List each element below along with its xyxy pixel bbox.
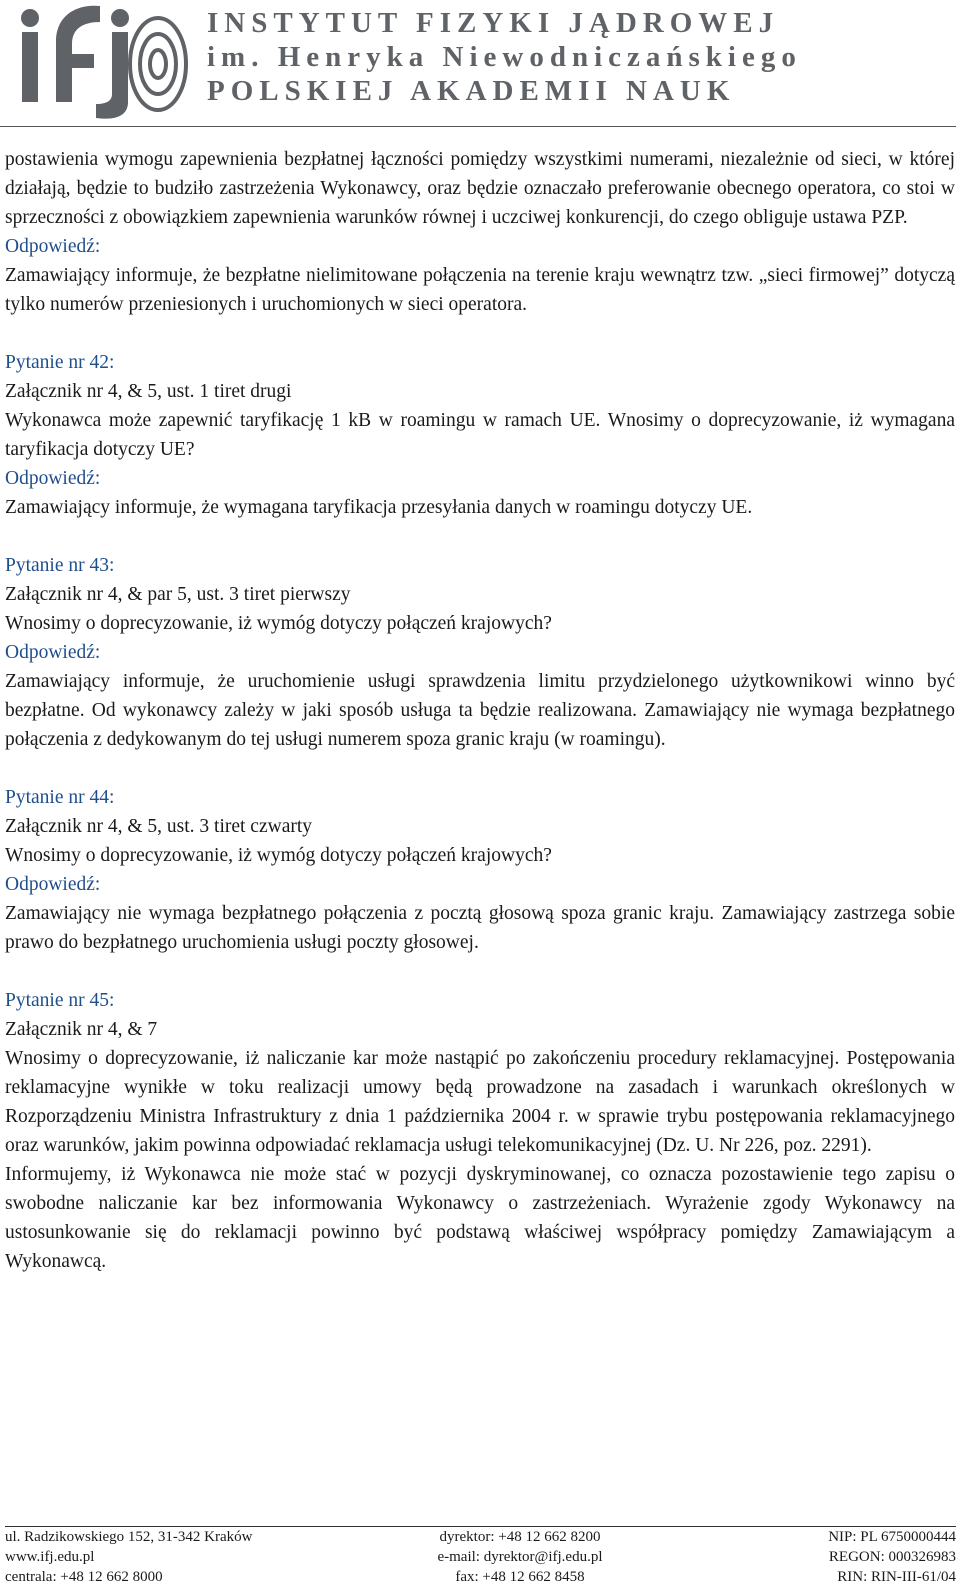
question-43-ref: Załącznik nr 4, & par 5, ust. 3 tiret pierwszy <box>5 584 351 605</box>
footer-regon: REGON: 000326983 <box>828 1549 956 1565</box>
answer-42-text: Zamawiający informuje, że wymagana taryfikacja przesyłania danych w roamingu dotyczy UE. <box>5 497 753 518</box>
document-body <box>5 145 955 1276</box>
institute-line-3: POLSKIEJ AKADEMII NAUK <box>207 75 736 107</box>
answer-44-text: Zamawiający nie wymaga bezpłatnego połączenia z pocztą głosową spoza granic kraju. Zamawiający zastrzega sobie prawo do bezpłatnego uruchomienia usługi poczty głosowej. <box>5 903 955 953</box>
question-44-ref: Załącznik nr 4, & 5, ust. 3 tiret czwarty <box>5 816 313 837</box>
footer-registry <box>828 1527 956 1587</box>
ifj-logo <box>8 2 198 120</box>
institute-line-2: im. Henryka Niewodniczańskiego <box>207 41 802 73</box>
answer-label: Odpowiedź: <box>5 642 101 663</box>
question-45-text-2: Informujemy, iż Wykonawca nie może stać w pozycji dyskryminowanej, co oznacza pozostawienie tego zapisu o swobodne naliczanie kar bez informowania Wykonawcy o zastrzeżeniach. Wyrażenie zgody Wykonawcy na ustosunkowanie się do reklamacji powinno być podstawą właściwej współpracy pomiędzy Zamawiającym a Wykonawcą. <box>5 1164 955 1272</box>
question-45-label: Pytanie nr 45: <box>5 990 115 1011</box>
question-45-ref: Załącznik nr 4, & 7 <box>5 1019 158 1040</box>
answer-label: Odpowiedź: <box>5 874 101 895</box>
footer-switchboard: centrala: +48 12 662 8000 <box>5 1569 163 1585</box>
footer-director-phone: dyrektor: +48 12 662 8200 <box>439 1529 601 1545</box>
question-44-text: Wnosimy o doprecyzowanie, iż wymóg dotyczy połączeń krajowych? <box>5 845 552 866</box>
footer-rin: RIN: RIN-III-61/04 <box>837 1569 956 1585</box>
footer-director <box>420 1527 620 1587</box>
question-42-ref: Załącznik nr 4, & 5, ust. 1 tiret drugi <box>5 381 292 402</box>
question-42-text: Wykonawca może zapewnić taryfikację 1 kB w roamingu w ramach UE. Wnosimy o doprecyzowanie, iż wymagana taryfikacja dotyczy UE? <box>5 410 955 460</box>
answer-43-text: Zamawiający informuje, że uruchomienie usługi sprawdzenia limitu przydzielonego użytkownikowi winno być bezpłatne. Od wykonawcy zależy w jaki sposób usługa ta będzie realizowana. Zamawiający nie wymaga bezpłatnego połączenia z dedykowanym do tej usługi numerem spoza granic kraju (w roamingu). <box>5 671 955 750</box>
footer-website[interactable]: www.ifj.edu.pl <box>5 1549 95 1565</box>
answer-label: Odpowiedź: <box>5 236 101 257</box>
answer-label: Odpowiedź: <box>5 468 101 489</box>
question-45-text-1: Wnosimy o doprecyzowanie, iż naliczanie kar może nastąpić po zakończeniu procedury reklamacyjnej. Postępowania reklamacyjne wynikłe w toku realizacji umowy będą prowadzone na zasadach i warunkach określonych w Rozporządzeniu Ministra Infrastruktury z dnia 1 października 2004 r. w sprawie trybu postępowania reklamacyjnego oraz warunków, jakim powinna odpowiadać reklamacja usługi telekomunikacyjnej (Dz. U. Nr 226, poz. 2291). <box>5 1048 955 1156</box>
intro-paragraph: postawienia wymogu zapewnienia bezpłatnej łączności pomiędzy wszystkimi numerami, niezależnie od sieci, w której działają, będzie to budziło zastrzeżenia Wykonawcy, oraz będzie oznaczało preferowanie obecnego operatora, co stoi w sprzeczności z obowiązkiem zapewnienia warunków równej i uczciwej konkurencji, do czego obliguje ustawa PZP. <box>5 149 955 228</box>
header-divider <box>0 126 956 127</box>
footer-address: ul. Radzikowskiego 152, 31-342 Kraków <box>5 1529 253 1545</box>
intro-answer: Zamawiający informuje, że bezpłatne nielimitowane połączenia na terenie kraju wewnątrz tzw. „sieci firmowej” dotyczą tylko numerów przeniesionych i uruchomionych w sieci operatora. <box>5 265 955 315</box>
footer-fax: fax: +48 12 662 8458 <box>455 1569 585 1585</box>
footer-contact <box>5 1527 252 1587</box>
question-43-text: Wnosimy o doprecyzowanie, iż wymóg dotyczy połączeń krajowych? <box>5 613 552 634</box>
footer-email[interactable]: e-mail: dyrektor@ifj.edu.pl <box>437 1549 603 1565</box>
question-44-label: Pytanie nr 44: <box>5 787 115 808</box>
question-42-label: Pytanie nr 42: <box>5 352 115 373</box>
footer <box>5 1527 956 1589</box>
letterhead <box>0 0 960 128</box>
footer-nip: NIP: PL 6750000444 <box>828 1529 956 1545</box>
institute-line-1: INSTYTUT FIZYKI JĄDROWEJ <box>207 7 780 39</box>
question-43-label: Pytanie nr 43: <box>5 555 115 576</box>
institute-name <box>207 6 957 108</box>
